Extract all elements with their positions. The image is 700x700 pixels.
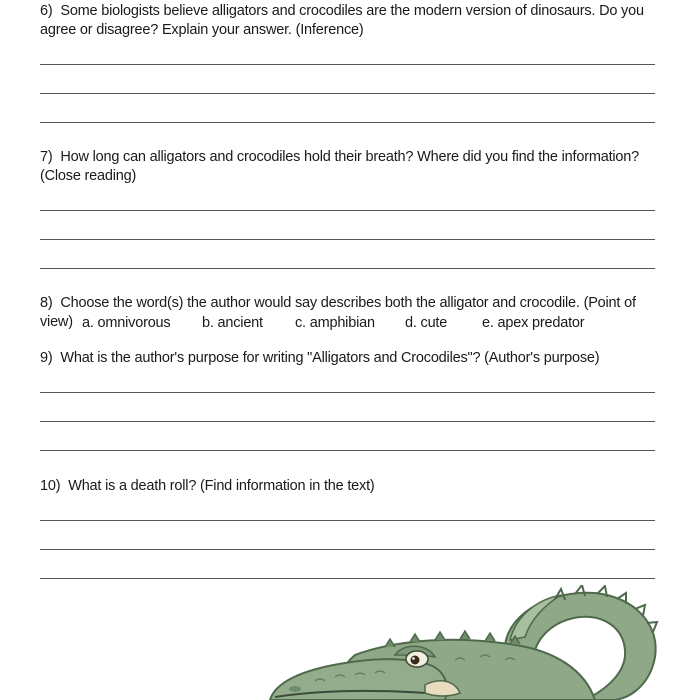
question-10 [40,477,665,496]
answer-line-10-1[interactable] [40,520,655,521]
answer-line-9-3[interactable] [40,450,655,451]
question-9-number: 9) [40,350,53,366]
answer-line-10-3[interactable] [40,578,655,579]
question-9 [40,349,665,368]
answer-line-9-1[interactable] [40,392,655,393]
choice-b[interactable]: b. ancient [202,315,263,331]
answer-line-6-2[interactable] [40,93,655,94]
alligator-illustration [255,585,675,700]
answer-line-10-2[interactable] [40,549,655,550]
choice-d[interactable]: d. cute [405,315,448,331]
answer-line-6-1[interactable] [40,64,655,65]
question-7 [40,148,665,186]
question-10-number: 10) [40,478,61,494]
question-9-text: What is the author's purpose for writing "Alligators and Crocodiles"? (Author's purpose) [60,350,600,366]
question-6-text: Some biologists believe alligators and crocodiles are the modern version of dinosaurs. Do you agree or disagree? Explain your answer. (Inference) [40,3,644,38]
question-8-number: 8) [40,295,53,311]
choice-c[interactable]: c. amphibian [295,315,375,331]
answer-line-6-3[interactable] [40,122,655,123]
choice-e[interactable]: e. apex predator [482,315,585,331]
answer-line-7-3[interactable] [40,268,655,269]
question-7-text: How long can alligators and crocodiles hold their breath? Where did you find the information? (Close reading) [40,149,640,184]
question-7-number: 7) [40,149,53,165]
answer-line-7-2[interactable] [40,239,655,240]
answer-line-9-2[interactable] [40,421,655,422]
question-8-text: Choose the word(s) the author would say describes both the alligator and crocodile. (Point of view) [40,295,636,330]
choice-a[interactable]: a. omnivorous [82,315,171,331]
question-6-number: 6) [40,3,53,19]
question-10-text: What is a death roll? (Find information in the text) [68,478,375,494]
question-6 [40,2,665,40]
answer-line-7-1[interactable] [40,210,655,211]
